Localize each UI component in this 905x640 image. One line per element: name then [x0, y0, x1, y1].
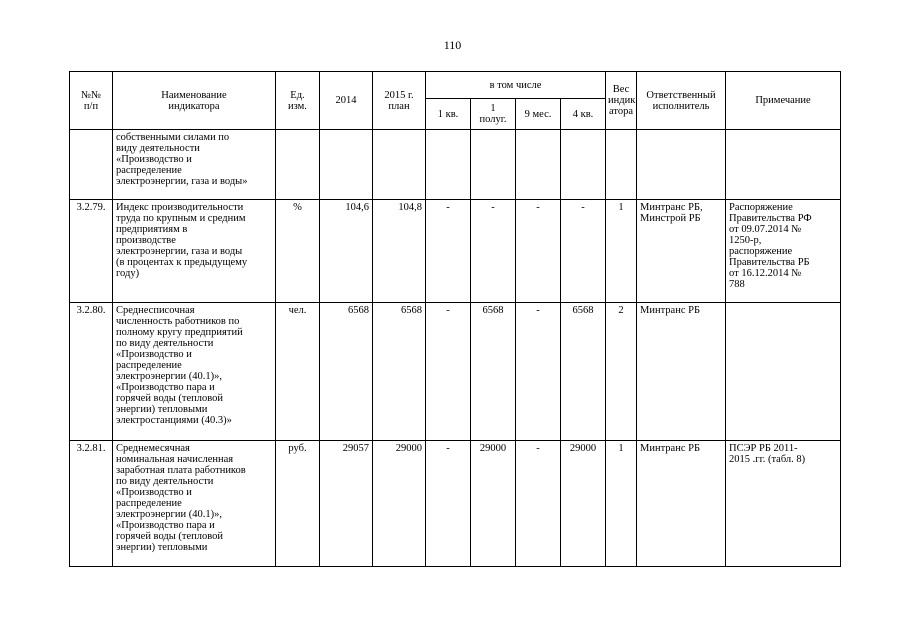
cell-9-months: -: [516, 303, 561, 441]
cell-q4: 29000: [561, 441, 606, 567]
cell-name: Среднесписочная численность работников по полному кругу предприятий по виду деятельности «Производство и распределение электроэнергии (40.1)», «Производство пара и горячей воды (тепловой энергии) тепловыми электростанциями (40.3)»: [113, 303, 276, 441]
table-row: [70, 441, 841, 567]
header-responsible: Ответственный исполнитель: [637, 72, 726, 130]
page-number: 110: [443, 38, 462, 52]
cell-note: Распоряжение Правительства РФ от 09.07.2014 № 1250-р, распоряжение Правительства РБ от 16.12.2014 № 788: [726, 200, 841, 303]
cell-9-months: -: [516, 441, 561, 567]
cell-weight: 2: [606, 303, 637, 441]
header-2014: 2014: [320, 72, 373, 130]
cell-half-year: [471, 130, 516, 200]
header-name: Наименование индикатора: [113, 72, 276, 130]
indicators-table: [69, 71, 841, 567]
header-num: №№ п/п: [70, 72, 113, 130]
header-2015-plan: 2015 г. план: [373, 72, 426, 130]
cell-q1: -: [426, 303, 471, 441]
table-row: [70, 130, 841, 200]
cell-responsible: Минтранс РБ, Минстрой РБ: [637, 200, 726, 303]
header-half-year: 1 полуг.: [471, 99, 516, 130]
cell-unit: %: [276, 200, 320, 303]
cell-num: 3.2.80.: [70, 303, 113, 441]
cell-note: [726, 130, 841, 200]
cell-num: 3.2.81.: [70, 441, 113, 567]
cell-note: ПСЭР РБ 2011- 2015 .гг. (табл. 8): [726, 441, 841, 567]
cell-q4: [561, 130, 606, 200]
header-q1: 1 кв.: [426, 99, 471, 130]
cell-q1: -: [426, 200, 471, 303]
cell-weight: 1: [606, 200, 637, 303]
cell-weight: [606, 130, 637, 200]
cell-unit: руб.: [276, 441, 320, 567]
cell-half-year: 29000: [471, 441, 516, 567]
cell-unit: чел.: [276, 303, 320, 441]
cell-responsible: Минтранс РБ: [637, 441, 726, 567]
cell-9-months: [516, 130, 561, 200]
cell-num: 3.2.79.: [70, 200, 113, 303]
header-9-months: 9 мес.: [516, 99, 561, 130]
cell-name: Среднемесячная номинальная начисленная заработная плата работников по виду деятельности «Производство и распределение электроэнергии (40.1)», «Производство пара и горячей воды (тепловой энергии) тепловыми: [113, 441, 276, 567]
header-unit: Ед. изм.: [276, 72, 320, 130]
cell-unit: [276, 130, 320, 200]
cell-2015: 104,8: [373, 200, 426, 303]
cell-weight: 1: [606, 441, 637, 567]
cell-9-months: -: [516, 200, 561, 303]
cell-q4: 6568: [561, 303, 606, 441]
table-row: [70, 303, 841, 441]
cell-name: Индекс производительности труда по крупным и средним предприятиям в производстве электроэнергии, газа и воды (в процентах к предыдущему году): [113, 200, 276, 303]
header-including: в том числе: [426, 72, 606, 99]
cell-2015: 6568: [373, 303, 426, 441]
cell-num: [70, 130, 113, 200]
cell-2015: [373, 130, 426, 200]
cell-2014: 6568: [320, 303, 373, 441]
table-row: [70, 200, 841, 303]
cell-q1: [426, 130, 471, 200]
cell-responsible: Минтранс РБ: [637, 303, 726, 441]
cell-name: собственными силами по виду деятельности «Производство и распределение электроэнергии, газа и воды»: [113, 130, 276, 200]
cell-half-year: 6568: [471, 303, 516, 441]
cell-q1: -: [426, 441, 471, 567]
cell-2015: 29000: [373, 441, 426, 567]
header-note: Примечание: [726, 72, 841, 130]
cell-2014: 29057: [320, 441, 373, 567]
cell-responsible: [637, 130, 726, 200]
cell-half-year: -: [471, 200, 516, 303]
header-q4: 4 кв.: [561, 99, 606, 130]
cell-2014: 104,6: [320, 200, 373, 303]
cell-note: [726, 303, 841, 441]
cell-q4: -: [561, 200, 606, 303]
header-weight: Вес индик атора: [606, 72, 637, 130]
cell-2014: [320, 130, 373, 200]
